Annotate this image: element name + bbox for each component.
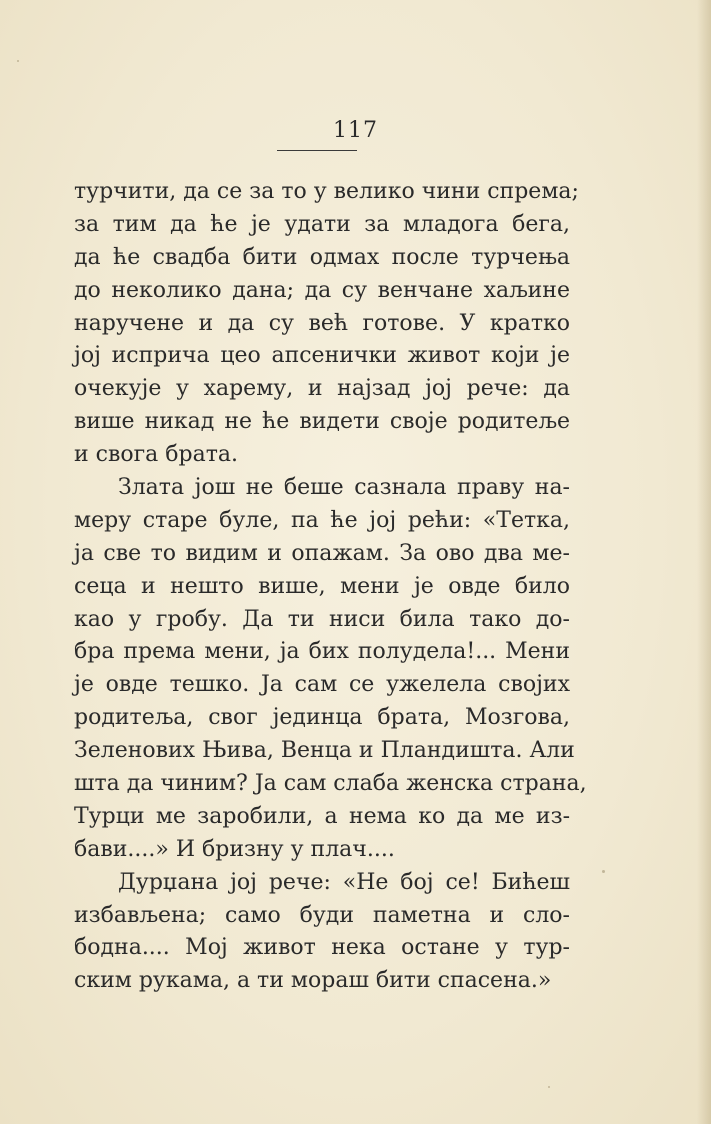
text-line: меру старе буле, па ће јој рећи: «Тетка, bbox=[74, 507, 570, 533]
text-line: турчити, да се за то у велико чини спрема; bbox=[74, 179, 579, 204]
text-line: више никад не ће видети своје родитеље bbox=[74, 409, 570, 435]
text-line: Зеленових Њива, Венца и Пландишта. Али bbox=[74, 738, 575, 764]
text-line: да ће свадба бити одмах после турчења bbox=[74, 244, 570, 270]
text-line: ским рукама, а ти мораш бити спасена.» bbox=[74, 968, 552, 994]
page-number: 117 bbox=[333, 118, 378, 143]
text-line: родитеља, свог јединца брата, Мозгова, bbox=[74, 705, 570, 731]
text-line: очекује у харему, и најзад јој рече: да bbox=[74, 376, 570, 402]
header-rule bbox=[277, 150, 357, 151]
text-line: бодна.... Мој живот нека остане у тур- bbox=[74, 935, 570, 961]
text-line: јој исприча цео апсенички живот који је bbox=[74, 343, 570, 369]
paper-speck bbox=[17, 60, 19, 62]
text-line: Злата још не беше сазнала праву на- bbox=[118, 475, 570, 501]
text-line: и свога брата. bbox=[74, 442, 238, 468]
page-edge-shadow bbox=[697, 0, 711, 1124]
text-line: као у гробу. Да ти ниси била тако до- bbox=[74, 606, 570, 632]
text-line: бави....» И бризну у плач.... bbox=[74, 836, 395, 862]
text-line: шта да чиним? Ја сам слаба женска страна, bbox=[74, 771, 587, 797]
text-line: бра према мени, ја бих полудела!... Мени bbox=[74, 639, 570, 665]
text-line: за тим да ће је удати за младога бега, bbox=[74, 211, 570, 237]
text-line: Турци ме заробили, а нема ко да ме из- bbox=[74, 803, 570, 829]
body-text bbox=[74, 176, 587, 998]
paper-speck bbox=[602, 870, 605, 873]
paper-speck bbox=[548, 1086, 550, 1088]
text-line: избављена; само буди паметна и сло- bbox=[74, 902, 570, 928]
text-line: Дурџана јој рече: «Не бој се! Бићеш bbox=[118, 869, 570, 895]
text-line: до неколико дана; да су венчане хаљине bbox=[74, 277, 570, 303]
text-line: наручене и да су већ готове. У кратко bbox=[74, 310, 570, 336]
text-line: сеца и нешто више, мени је овде било bbox=[74, 573, 570, 599]
text-line: ја све то видим и опажам. За ово два ме- bbox=[74, 540, 570, 566]
text-line: је овде тешко. Ја сам се ужелела својих bbox=[74, 672, 570, 698]
